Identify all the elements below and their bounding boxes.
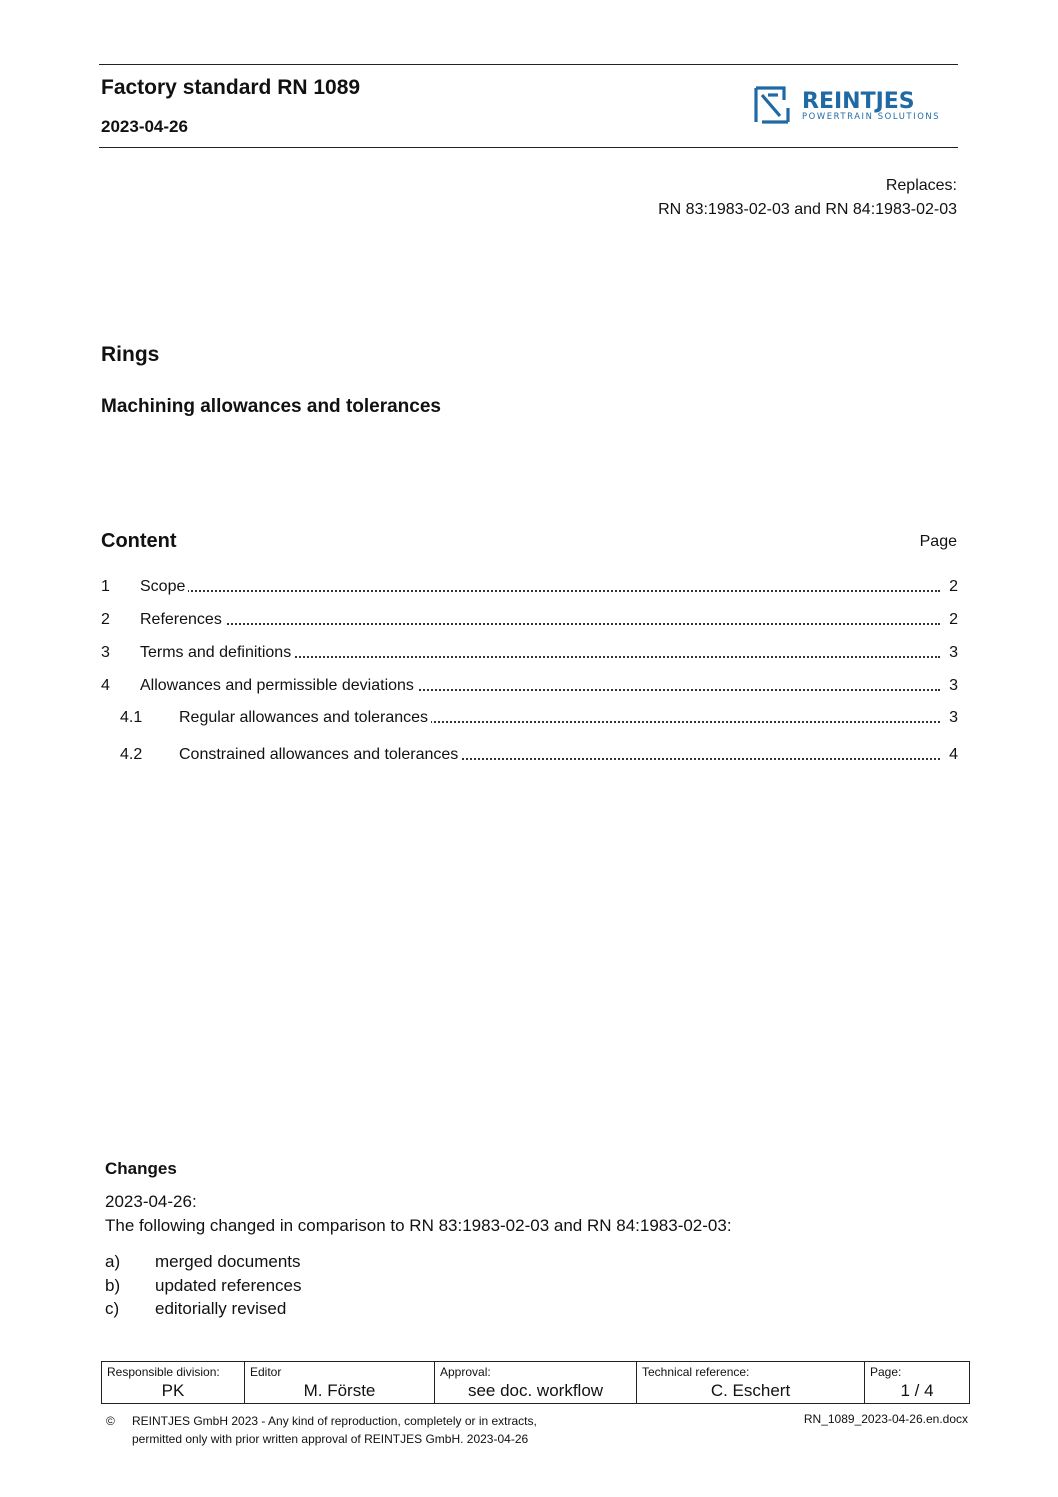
toc-page: 3 xyxy=(949,644,958,661)
toc-title: Regular allowances and tolerances xyxy=(179,709,431,726)
toc-page: 3 xyxy=(949,677,958,694)
footer-table xyxy=(101,1361,970,1404)
footer-page-label: Page: xyxy=(870,1365,902,1379)
change-item-label: c) xyxy=(105,1299,120,1318)
document-date: 2023-04-26 xyxy=(101,117,188,136)
change-item-text: updated references xyxy=(155,1276,302,1295)
change-item-text: merged documents xyxy=(155,1252,301,1271)
toc-page: 4 xyxy=(949,746,958,763)
change-item-label: a) xyxy=(105,1252,121,1271)
standard-title: Rings xyxy=(101,343,160,366)
change-item-label: b) xyxy=(105,1276,121,1295)
replaces-block xyxy=(658,174,957,222)
toc-number: 3 xyxy=(101,644,110,661)
footer-approval-value: see doc. workflow xyxy=(467,1381,604,1400)
document-filename: RN_1089_2023-04-26.en.docx xyxy=(803,1412,968,1426)
toc-title: Terms and definitions xyxy=(140,644,294,661)
toc-page: 2 xyxy=(949,578,958,595)
logo-wordmark: REINTJES xyxy=(802,89,915,114)
replaces-label: Replaces: xyxy=(885,177,957,194)
reintjes-logo-icon xyxy=(754,86,960,126)
toc-number: 1 xyxy=(101,578,110,595)
footer-editor-value: M. Förste xyxy=(303,1381,376,1400)
footer-page-value: 1 / 4 xyxy=(900,1381,934,1400)
toc-page: 2 xyxy=(949,611,958,628)
footer-cell-tech-ref xyxy=(637,1362,865,1404)
footer-approval-label: Approval: xyxy=(440,1365,491,1379)
header-top-rule xyxy=(99,64,958,65)
copyright-line-1: REINTJES GmbH 2023 - Any kind of reproduction, completely or in extracts, xyxy=(132,1414,537,1428)
toc-page-label: Page xyxy=(919,533,957,550)
changes-description: The following changed in comparison to RN 83:1983-02-03 and RN 84:1983-02-03: xyxy=(105,1216,732,1235)
change-item-text: editorially revised xyxy=(155,1299,287,1318)
footer-division-label: Responsible division: xyxy=(107,1365,220,1379)
standard-subtitle: Machining allowances and tolerances xyxy=(101,396,441,417)
logo-tagline: POWERTRAIN SOLUTIONS xyxy=(802,111,941,121)
toc-entry-constrained[interactable] xyxy=(101,746,958,768)
toc-entry-scope[interactable] xyxy=(101,578,958,600)
toc-number: 4 xyxy=(101,677,110,694)
copyright-line-2: permitted only with prior written approval of REINTJES GmbH. 2023-04-26 xyxy=(132,1432,529,1446)
toc-entry-terms[interactable] xyxy=(101,644,958,666)
toc-title: Constrained allowances and tolerances xyxy=(179,746,461,763)
footer-division-value: PK xyxy=(161,1381,185,1400)
toc-title: Scope xyxy=(140,578,188,595)
copyright-notice xyxy=(106,1412,537,1448)
footer-tech-ref-value: C. Eschert xyxy=(710,1381,791,1400)
toc-title: References xyxy=(140,611,225,628)
footer-cell-approval xyxy=(435,1362,637,1404)
toc-heading: Content xyxy=(101,530,177,552)
copyright-icon: © xyxy=(106,1414,115,1428)
company-logo xyxy=(754,86,960,126)
toc-title: Allowances and permissible deviations xyxy=(140,677,417,694)
changes-heading: Changes xyxy=(105,1159,177,1178)
changes-date: 2023-04-26: xyxy=(105,1192,197,1211)
toc-number: 4.1 xyxy=(120,709,143,726)
footer-cell-page xyxy=(865,1362,970,1404)
toc-page: 3 xyxy=(949,709,958,726)
toc-number: 4.2 xyxy=(120,746,143,763)
replaces-value: RN 83:1983-02-03 and RN 84:1983-02-03 xyxy=(658,201,957,218)
toc-entry-allowances[interactable] xyxy=(101,677,958,699)
toc-entry-references[interactable] xyxy=(101,611,958,633)
footer-tech-ref-label: Technical reference: xyxy=(642,1365,750,1379)
document-title: Factory standard RN 1089 xyxy=(101,76,361,99)
toc-number: 2 xyxy=(101,611,110,628)
toc-entry-regular[interactable] xyxy=(101,709,958,731)
header-bottom-rule xyxy=(99,147,958,148)
footer-editor-label: Editor xyxy=(250,1365,282,1379)
footer-cell-division xyxy=(102,1362,245,1404)
footer-cell-editor xyxy=(245,1362,435,1404)
